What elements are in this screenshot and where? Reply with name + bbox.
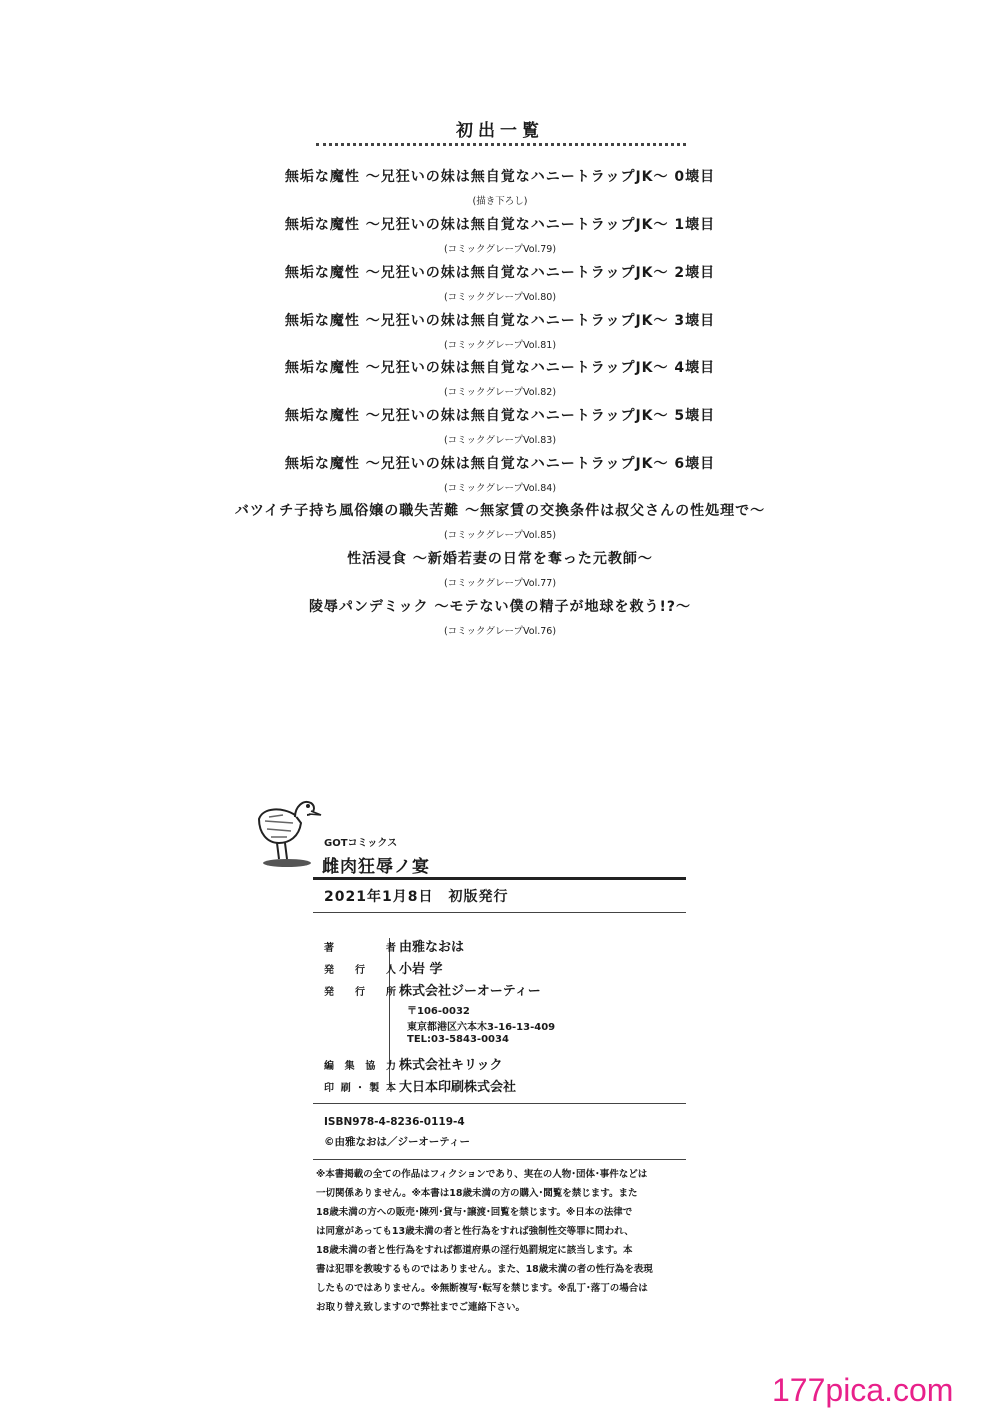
notice-line: は同意があっても13歳未満の者と性行為をすれば強制性交等罪に問われ、 — [316, 1226, 634, 1237]
notice-line: 書は犯罪を教唆するものではありません。また、18歳未満の者の性行為を表現 — [316, 1264, 653, 1275]
entry-title: 性活浸食 ～新婚若妻の日常を奪った元教師～ — [347, 551, 653, 567]
divider — [313, 912, 686, 913]
credit-key: 発行人 — [324, 965, 396, 976]
credit-row-editing — [313, 1054, 686, 1076]
list-item — [0, 405, 1000, 446]
entry-source: (コミックグレープVol.77) — [443, 578, 557, 589]
list-item — [0, 453, 1000, 494]
notice-line: 一切関係ありません。※本書は18歳未満の方の購入･閲覧を禁じます。また — [316, 1188, 638, 1199]
legal-notice — [316, 1165, 684, 1317]
entry-title: 無垢な魔性 ～兄狂いの妹は無自覚なハニートラップJK～ 4壊目 — [284, 360, 716, 376]
list-item — [0, 262, 1000, 303]
credit-value: 大日本印刷株式会社 — [399, 1080, 517, 1095]
credit-value: 株式会社ジーオーティー — [399, 984, 541, 999]
notice-line: お取り替え致しますので弊社までご連絡下さい。 — [316, 1302, 526, 1313]
credit-value: 小岩 学 — [399, 962, 443, 977]
divider — [313, 1159, 686, 1160]
list-item — [0, 166, 1000, 207]
credit-key: 印刷･製本 — [324, 1083, 396, 1094]
entry-source: (コミックグレープVol.83) — [443, 435, 557, 446]
notice-line: ※本書掲載の全ての作品はフィクションであり、実在の人物･団体･事件などは — [316, 1169, 648, 1180]
publisher-address — [313, 1002, 686, 1054]
book-title: 雌肉狂辱ノ宴 — [322, 857, 430, 877]
entry-source: (コミックグレープVol.80) — [443, 292, 557, 303]
entry-title: 無垢な魔性 ～兄狂いの妹は無自覚なハニートラップJK～ 6壊目 — [284, 456, 716, 472]
publication-date: 2021年1月8日 初版発行 — [324, 889, 509, 905]
list-item — [0, 310, 1000, 351]
notice-line: したものではありません。※無断複写･転写を禁じます。※乱丁･落丁の場合は — [316, 1283, 648, 1294]
entry-source: (コミックグレープVol.79) — [443, 244, 557, 255]
list-item — [0, 548, 1000, 589]
entry-source: (コミックグレープVol.84) — [443, 483, 557, 494]
entry-title: 陵辱パンデミック ～モテない僕の精子が地球を救う!?～ — [308, 599, 692, 615]
isbn: ISBN978-4-8236-0119-4 — [324, 1116, 465, 1128]
entry-title: 無垢な魔性 ～兄狂いの妹は無自覚なハニートラップJK～ 2壊目 — [284, 265, 716, 281]
divider — [313, 877, 686, 880]
entry-title: 無垢な魔性 ～兄狂いの妹は無自覚なハニートラップJK～ 5壊目 — [284, 408, 716, 424]
copyright: ©由雅なおは／ジーオーティー — [324, 1136, 470, 1148]
credits-table — [313, 936, 686, 1098]
credit-key: 編集協力 — [324, 1061, 396, 1072]
bird-logo-icon — [253, 793, 323, 871]
list-item — [0, 596, 1000, 637]
list-item — [0, 357, 1000, 398]
credit-row-printing — [313, 1076, 686, 1098]
phone-number: TEL:03-5843-0034 — [407, 1034, 509, 1045]
divider — [313, 1103, 686, 1104]
entry-title: 無垢な魔性 ～兄狂いの妹は無自覚なハニートラップJK～ 1壊目 — [284, 217, 716, 233]
watermark: 177pica.com — [772, 1372, 954, 1408]
credit-row-publisher — [313, 980, 686, 1002]
notice-line: 18歳未満の者と性行為をすれば都道府県の淫行処罰規定に該当します。本 — [316, 1245, 633, 1256]
entry-source: (描き下ろし) — [472, 196, 528, 207]
entry-title: 無垢な魔性 ～兄狂いの妹は無自覚なハニートラップJK～ 3壊目 — [284, 313, 716, 329]
entry-source: (コミックグレープVol.81) — [443, 340, 557, 351]
entry-title: 無垢な魔性 ～兄狂いの妹は無自覚なハニートラップJK～ 0壊目 — [284, 169, 716, 185]
credit-row-publisher-person — [313, 958, 686, 980]
credit-value: 株式会社キリック — [399, 1058, 503, 1073]
list-item — [0, 214, 1000, 255]
credit-key: 著者 — [324, 943, 396, 954]
notice-line: 18歳未満の方への販売･陳列･貸与･譲渡･回覧を禁じます。※日本の法律で — [316, 1207, 633, 1218]
entry-source: (コミックグレープVol.76) — [443, 626, 557, 637]
credit-key: 発行所 — [324, 987, 396, 998]
entry-source: (コミックグレープVol.85) — [443, 530, 557, 541]
credit-value: 由雅なおは — [399, 940, 465, 955]
list-item — [0, 500, 1000, 541]
list-heading: 初出一覧 — [456, 121, 544, 141]
entry-source: (コミックグレープVol.82) — [443, 387, 557, 398]
series-label: GOTコミックス — [324, 838, 398, 849]
entry-title: バツイチ子持ち風俗嬢の職失苦難 ～無家賃の交換条件は叔父さんの性処理で～ — [234, 503, 766, 519]
credit-row-author — [313, 936, 686, 958]
street-address: 東京都港区六本木3-16-13-409 — [407, 1022, 556, 1033]
postal-code: 〒106-0032 — [407, 1006, 470, 1017]
dotted-divider — [316, 143, 686, 146]
